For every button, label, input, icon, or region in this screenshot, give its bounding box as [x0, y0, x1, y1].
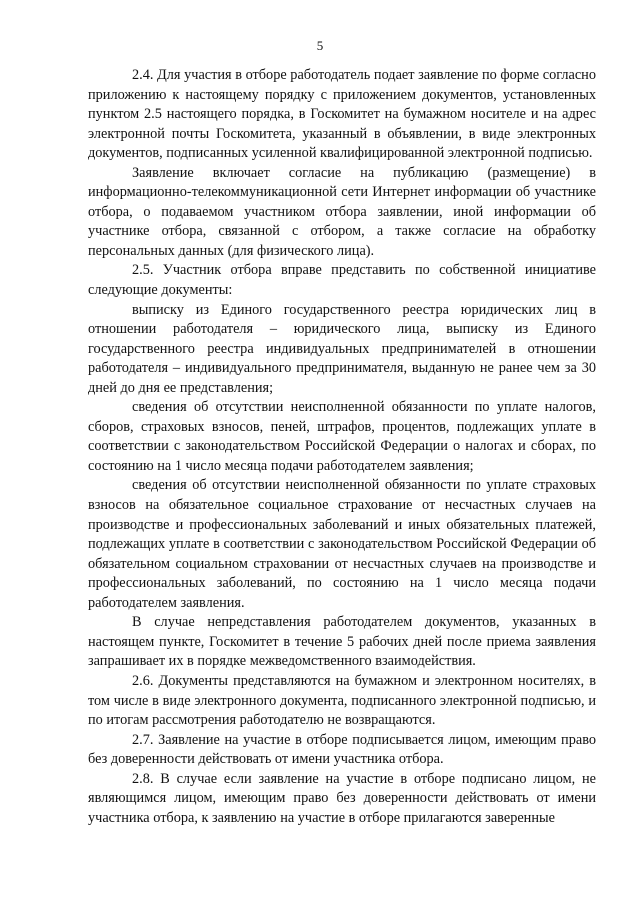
paragraph-consent: Заявление включает согласие на публикацию (размещение) в информационно-телекоммуникационной сети Интернет информации об участнике отбора, о подаваемом участником отбора заявлении, иной информации об участнике отбора, связанной с отбором, а также согласие на обработку персональных данных (для физического лица).: [88, 164, 596, 259]
paragraph-2-8: 2.8. В случае если заявление на участие в отборе подписано лицом, не являющимся лицом, имеющим право без доверенности действовать от имени участника отбора, к заявлению на участие в отборе прилагаются заверенные: [88, 770, 596, 826]
paragraph-2-7: 2.7. Заявление на участие в отборе подписывается лицом, имеющим право без доверенности действовать от имени участника отбора.: [88, 731, 596, 768]
paragraph-interagency-request: В случае непредставления работодателем документов, указанных в настоящем пункте, Госкомитет в течение 5 рабочих дней после приема заявления запрашивает их в порядке межведомственного взаимодействия.: [88, 614, 596, 670]
paragraph-2-5: 2.5. Участник отбора вправе представить по собственной инициативе следующие документы:: [88, 262, 596, 299]
paragraph-insurance-info: сведения об отсутствии неисполненной обязанности по уплате страховых взносов на обязательное социальное страхование от несчастных случаев на производстве и профессиональных заболеваний и иных обязательных платежей, подлежащих уплате в соответствии с законодательством Российской Федерации об обязательном социальном страховании от несчастных случаев на производстве и профессиональных заболеваний, по состоянию на 1 число месяца подачи работодателем заявления.: [88, 477, 596, 611]
paragraph-tax-info: сведения об отсутствии неисполненной обязанности по уплате налогов, сборов, страховых взносов, пеней, штрафов, процентов, подлежащих уплате в соответствии с законодательством Российской Федерации о налогах и сборах, по состоянию на 1 число месяца подачи работодателем заявления;: [88, 399, 596, 474]
paragraph-2-4: 2.4. Для участия в отборе работодатель подает заявление по форме согласно приложению к настоящему порядку с приложением документов, установленных пунктом 2.5 настоящего порядка, в Госкомитет на бумажном носителе и на адрес электронной почты Госкомитета, указанный в объявлении, в виде электронных документов, подписанных усиленной квалифицированной электронной подписью.: [88, 67, 596, 162]
document-body: [88, 66, 596, 828]
paragraph-registry-extract: выписку из Единого государственного реестра юридических лиц в отношении работодателя – юридического лица, выписку из Единого государственного реестра индивидуальных предпринимателей в отношении работодателя – индивидуального предпринимателя, выданную не ранее чем за 30 дней до дня ее представления;: [88, 301, 596, 396]
page-number: 5: [316, 38, 324, 53]
paragraph-2-6: 2.6. Документы представляются на бумажном и электронном носителях, в том числе в виде электронного документа, подписанного электронной подписью, и по итогам рассмотрения работодателю не возвращаются.: [88, 672, 596, 729]
